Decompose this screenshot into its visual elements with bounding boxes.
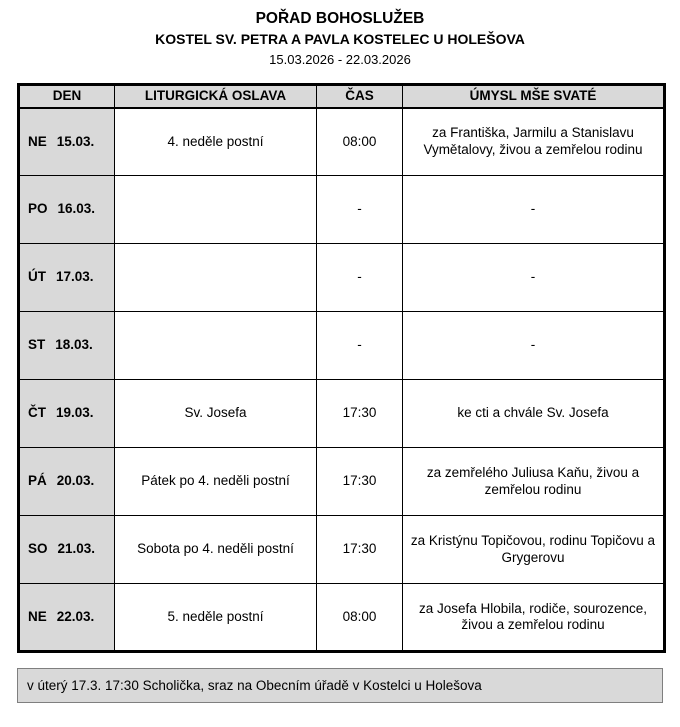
- intention-cell: -: [403, 176, 665, 244]
- day-date: 15.03.: [56, 133, 95, 149]
- table-row: [19, 312, 665, 380]
- day-cell: [19, 380, 115, 448]
- schedule-table-body: [19, 108, 665, 652]
- celebration-cell: [115, 176, 317, 244]
- date-range: 15.03.2026 - 22.03.2026: [269, 52, 411, 67]
- time-cell: 17:30: [317, 448, 403, 516]
- day-date: 22.03.: [56, 608, 95, 624]
- day-date: 19.03.: [56, 405, 94, 421]
- column-header-oslava: LITURGICKÁ OSLAVA: [115, 85, 317, 108]
- day-date: 16.03.: [57, 201, 96, 217]
- table-row: [19, 448, 665, 516]
- time-cell: 17:30: [317, 380, 403, 448]
- table-row: [19, 516, 665, 584]
- day-abbrev: NE: [28, 608, 47, 624]
- day-date: 21.03.: [57, 541, 96, 557]
- table-row: [19, 244, 665, 312]
- intention-cell: za Františka, Jarmilu a Stanislavu Vymětalovy, živou a zemřelou rodinu: [403, 108, 665, 176]
- table-row: [19, 176, 665, 244]
- page-subtitle: KOSTEL SV. PETRA A PAVLA KOSTELEC U HOLEŠOVA: [155, 31, 525, 47]
- day-abbrev: ST: [28, 337, 46, 353]
- day-abbrev: ČT: [28, 405, 46, 421]
- day-date: 18.03.: [55, 337, 93, 353]
- day-abbrev: NE: [28, 133, 47, 149]
- page-title: POŘAD BOHOSLUŽEB: [255, 10, 425, 27]
- day-abbrev: SO: [28, 541, 48, 557]
- intention-cell: za Josefa Hlobila, rodiče, sourozence, živou a zemřelou rodinu: [403, 584, 665, 652]
- column-header-cas: ČAS: [317, 85, 403, 108]
- intention-cell: -: [403, 312, 665, 380]
- celebration-cell: [115, 244, 317, 312]
- day-cell: [19, 448, 115, 516]
- day-cell: [19, 312, 115, 380]
- day-cell: [19, 108, 115, 176]
- time-cell: -: [317, 312, 403, 380]
- time-cell: -: [317, 244, 403, 312]
- intention-cell: -: [403, 244, 665, 312]
- day-cell: [19, 244, 115, 312]
- column-header-den: DEN: [19, 85, 115, 108]
- celebration-cell: Sv. Josefa: [115, 380, 317, 448]
- day-cell: [19, 584, 115, 652]
- day-cell: [19, 516, 115, 584]
- table-row: [19, 380, 665, 448]
- schedule-table-header: [19, 85, 665, 108]
- time-cell: 08:00: [317, 108, 403, 176]
- day-date: 17.03.: [56, 269, 94, 285]
- day-abbrev: PÁ: [28, 473, 47, 489]
- day-abbrev: PO: [28, 201, 48, 217]
- celebration-cell: Pátek po 4. neděli postní: [115, 448, 317, 516]
- time-cell: -: [317, 176, 403, 244]
- schedule-table: [17, 83, 666, 653]
- celebration-cell: [115, 312, 317, 380]
- day-abbrev: ÚT: [28, 269, 46, 285]
- intention-cell: ke cti a chvále Sv. Josefa: [403, 380, 665, 448]
- footer-note: v úterý 17.3. 17:30 Scholička, sraz na Obecním úřadě v Kostelci u Holešova: [17, 668, 663, 703]
- time-cell: 08:00: [317, 584, 403, 652]
- time-cell: 17:30: [317, 516, 403, 584]
- intention-cell: za Kristýnu Topičovou, rodinu Topičovu a Grygerovu: [403, 516, 665, 584]
- header-row: [19, 85, 665, 108]
- celebration-cell: 5. neděle postní: [115, 584, 317, 652]
- celebration-cell: 4. neděle postní: [115, 108, 317, 176]
- intention-cell: za zemřelého Juliusa Kaňu, živou a zemřelou rodinu: [403, 448, 665, 516]
- column-header-umysl: ÚMYSL MŠE SVATÉ: [403, 85, 665, 108]
- celebration-cell: Sobota po 4. neděli postní: [115, 516, 317, 584]
- title-block: [17, 10, 663, 67]
- day-date: 20.03.: [56, 473, 95, 489]
- table-row: [19, 584, 665, 652]
- table-row: [19, 108, 665, 176]
- day-cell: [19, 176, 115, 244]
